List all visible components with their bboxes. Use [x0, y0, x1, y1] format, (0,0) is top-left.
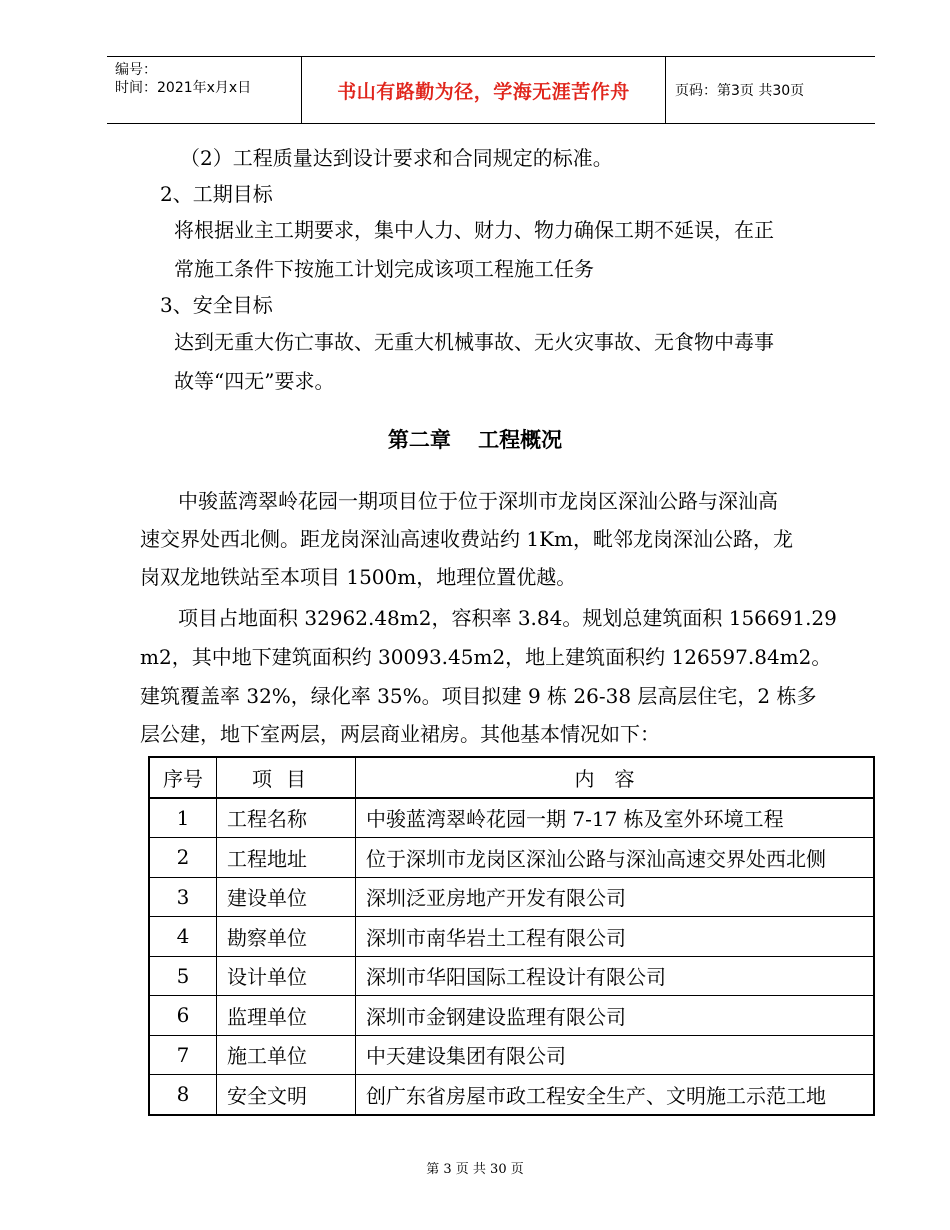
row-content: 中天建设集团有限公司: [356, 1035, 875, 1075]
heading-safety-goal: 3、安全目标: [160, 293, 273, 317]
paragraph-safety-line2: 故等“四无”要求。: [174, 369, 335, 393]
row-number: 7: [149, 1035, 217, 1075]
table-header-row: [149, 757, 874, 798]
paragraph-area-line4: 层公建，地下室两层，两层商业裙房。其他基本情况如下：: [140, 722, 660, 746]
row-number: 5: [149, 956, 217, 996]
table-row: [149, 838, 874, 878]
row-item: 设计单位: [217, 956, 356, 996]
document-time: 时间：2021年x月x日: [115, 80, 252, 96]
row-number: 4: [149, 917, 217, 957]
row-content: 创广东省房屋市政工程安全生产、文明施工示范工地: [356, 1075, 875, 1115]
row-item: 勘察单位: [217, 917, 356, 957]
column-header-number: 序号: [149, 757, 217, 798]
table-row: [149, 996, 874, 1036]
table-row: [149, 1035, 874, 1075]
paragraph-schedule-line2: 常施工条件下按施工计划完成该项工程施工任务: [174, 257, 594, 281]
header-meta: [107, 57, 302, 123]
row-item: 工程名称: [217, 798, 356, 838]
row-number: 8: [149, 1075, 217, 1115]
row-number: 2: [149, 838, 217, 878]
row-item: 施工单位: [217, 1035, 356, 1075]
column-header-item: 项目: [217, 757, 356, 798]
paragraph-location-line3: 岗双龙地铁站至本项目 1500m，地理位置优越。: [140, 565, 577, 589]
header-page-info: 页码：第3页 共30页: [675, 83, 805, 99]
row-number: 1: [149, 798, 217, 838]
paragraph-area-line2: m2，其中地下建筑面积约 30093.45m2，地上建筑面积约 126597.84m2。: [140, 645, 832, 669]
paragraph-quality: （2）工程质量达到设计要求和合同规定的标准。: [180, 146, 613, 170]
table-row: [149, 1075, 874, 1115]
project-info-table: [148, 756, 875, 1116]
paragraph-safety-line1: 达到无重大伤亡事故、无重大机械事故、无火灾事故、无食物中毒事: [174, 330, 774, 354]
paragraph-schedule-line1: 将根据业主工期要求，集中人力、财力、物力确保工期不延误，在正: [174, 218, 774, 242]
table-row: [149, 798, 874, 838]
row-content: 位于深圳市龙岗区深汕公路与深汕高速交界处西北侧: [356, 838, 875, 878]
table-row: [149, 877, 874, 917]
paragraph-location-line2: 速交界处西北侧。距龙岗深汕高速收费站约 1Km，毗邻龙岗深汕公路，龙: [140, 527, 793, 551]
column-header-content: 内容: [356, 757, 875, 798]
row-content: 中骏蓝湾翠岭花园一期 7-17 栋及室外环境工程: [356, 798, 875, 838]
row-number: 6: [149, 996, 217, 1036]
row-content: 深圳市金钢建设监理有限公司: [356, 996, 875, 1036]
paragraph-area-line1: 项目占地面积 32962.48m2，容积率 3.84。规划总建筑面积 156691.29: [178, 606, 837, 630]
heading-schedule-goal: 2、工期目标: [160, 182, 273, 206]
page-footer: 第 3 页 共 30 页: [426, 1162, 524, 1177]
chapter-title: 第二章 工程概况: [387, 428, 563, 452]
page-header: [107, 56, 875, 124]
row-item: 工程地址: [217, 838, 356, 878]
row-content: 深圳市华阳国际工程设计有限公司: [356, 956, 875, 996]
row-item: 监理单位: [217, 996, 356, 1036]
table-row: [149, 956, 874, 996]
document-number-label: 编号：: [115, 62, 157, 78]
header-motto: 书山有路勤为径，学海无涯苦作舟: [302, 57, 666, 123]
row-number: 3: [149, 877, 217, 917]
row-content: 深圳泛亚房地产开发有限公司: [356, 877, 875, 917]
row-item: 建设单位: [217, 877, 356, 917]
row-item: 安全文明: [217, 1075, 356, 1115]
paragraph-location-line1: 中骏蓝湾翠岭花园一期项目位于位于深圳市龙岗区深汕公路与深汕高: [178, 489, 778, 513]
row-content: 深圳市南华岩土工程有限公司: [356, 917, 875, 957]
table-row: [149, 917, 874, 957]
paragraph-area-line3: 建筑覆盖率 32%，绿化率 35%。项目拟建 9 栋 26-38 层高层住宅，2 栋多: [140, 684, 817, 708]
